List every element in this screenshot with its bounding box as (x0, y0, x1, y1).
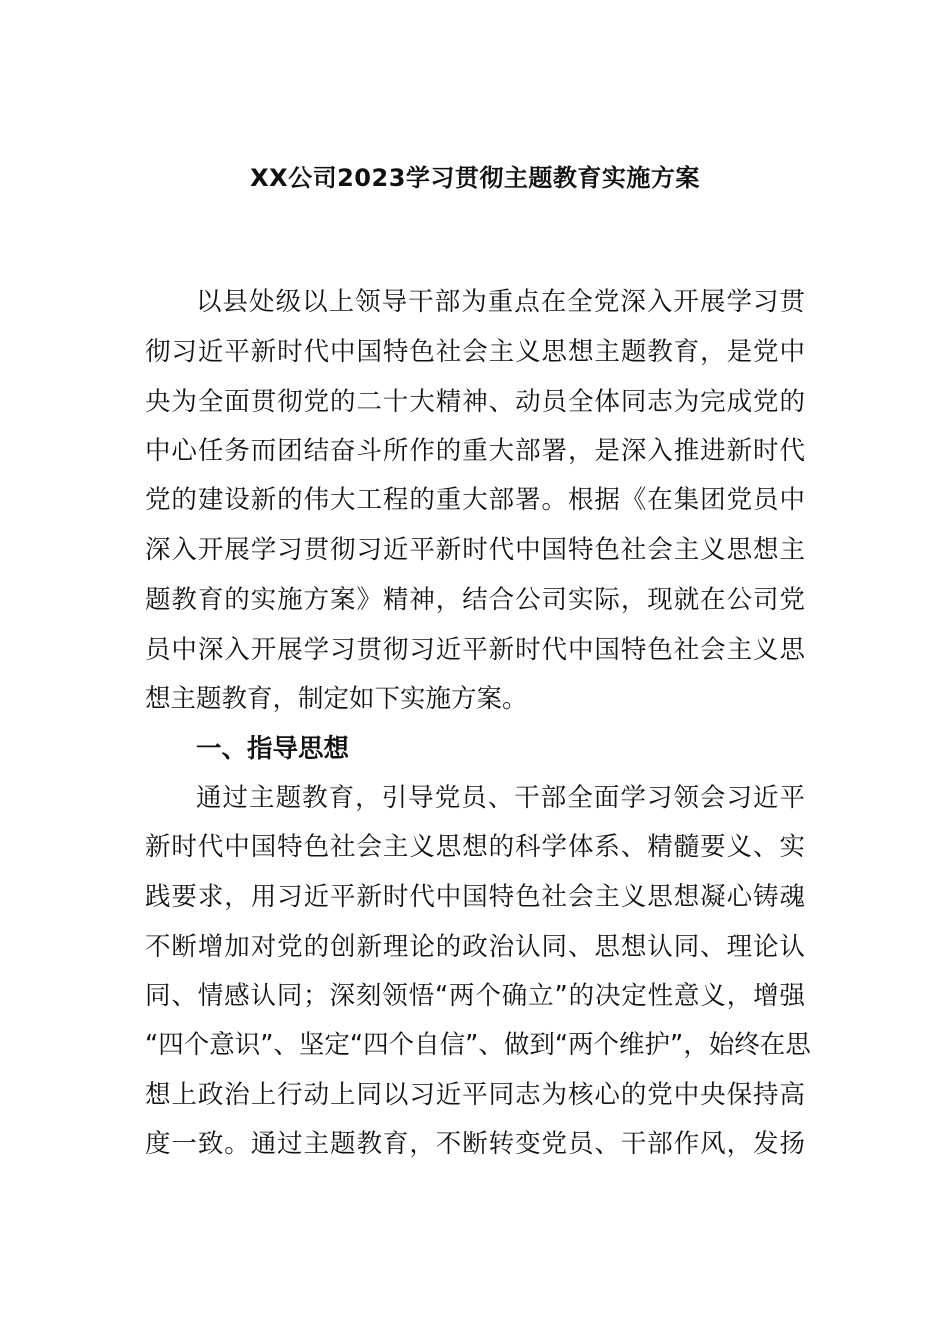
section-heading: 一、指导思想 (196, 734, 350, 764)
paragraph-line: 央为全面贯彻党的二十大精神、动员全体同志为完成党的 (145, 387, 805, 417)
paragraph-line: 深入开展学习贯彻习近平新时代中国特色社会主义思想主 (145, 535, 805, 565)
document-title: XX公司2023学习贯彻主题教育实施方案 (250, 164, 700, 192)
paragraph-line: 通过主题教育，引导党员、干部全面学习领会习近平 (196, 783, 805, 813)
paragraph-line: 不断增加对党的创新理论的政治认同、思想认同、理论认 (145, 932, 805, 962)
paragraph-line: 想主题教育，制定如下实施方案。 (145, 684, 528, 714)
paragraph-line: 党的建设新的伟大工程的重大部署。根据《在集团党员中 (145, 485, 805, 515)
paragraph-line: 想上政治上行动上同以习近平同志为核心的党中央保持高 (145, 1080, 805, 1110)
paragraph-line: 同、情感认同；深刻领悟“两个确立”的决定性意义，增强 (145, 981, 805, 1011)
paragraph-line: 员中深入开展学习贯彻习近平新时代中国特色社会主义思 (145, 635, 805, 665)
paragraph-line: 以县处级以上领导干部为重点在全党深入开展学习贯 (196, 287, 805, 317)
paragraph-line: 践要求，用习近平新时代中国特色社会主义思想凝心铸魂 (145, 882, 805, 912)
paragraph-line: 题教育的实施方案》精神，结合公司实际，现就在公司党 (145, 585, 805, 615)
paragraph-line: “四个意识”、坚定“四个自信”、做到“两个维护”，始终在思 (145, 1030, 811, 1060)
paragraph-line: 中心任务而团结奋斗所作的重大部署，是深入推进新时代 (145, 436, 805, 466)
paragraph-line: 度一致。通过主题教育，不断转变党员、干部作风，发扬 (145, 1129, 805, 1159)
paragraph-line: 新时代中国特色社会主义思想的科学体系、精髓要义、实 (145, 832, 805, 862)
paragraph-line: 彻习近平新时代中国特色社会主义思想主题教育，是党中 (145, 337, 805, 367)
